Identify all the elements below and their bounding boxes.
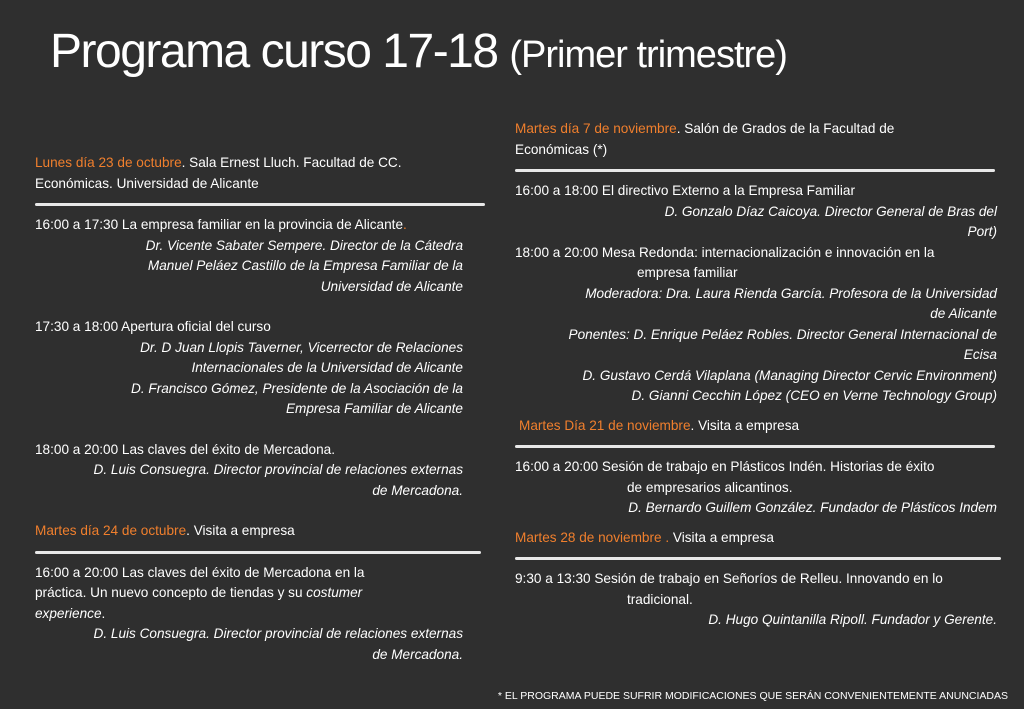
session-title: 18:00 a 20:00 Mesa Redonda: internacionalización e innovación en la [515, 244, 935, 260]
session-title: 18:00 a 20:00 Las claves del éxito de Mercadona. [35, 441, 336, 457]
speaker-line: D. Gianni Cecchin López (CEO en Verne Technology Group) [631, 388, 997, 403]
session-title-cont: de empresarios alicantinos. [627, 479, 793, 495]
session-text: 16:00 a 20:00 Las claves del éxito de Mercadona en la [35, 564, 365, 580]
speaker-line: D. Gustavo Cerdá Vilaplana (Managing Director Cervic Environment) [582, 367, 997, 383]
session-title: 16:00 a 18:00 El directivo Externo a la Empresa Familiar [515, 183, 856, 198]
day1-place-line2: Económicas. Universidad de Alicante [35, 175, 259, 191]
day1-heading [35, 153, 463, 194]
session-title: 16:00 a 20:00 Sesión de trabajo en Plásticos Indén. Historias de éxito [515, 459, 935, 474]
day1-date: Lunes día 23 de octubre [35, 155, 182, 170]
session-title: 9:30 a 13:30 Sesión de trabajo en Señoríos de Relleu. Innovando en lo [515, 571, 943, 586]
session-title: 17:30 a 18:00 Apertura oficial del curso [35, 319, 271, 334]
page-title [50, 24, 787, 79]
speaker-line: Universidad de Alicante [320, 278, 463, 294]
day3-heading [515, 119, 997, 160]
speaker-line: Manuel Peláez Castillo de la Empresa Familiar de la [147, 258, 463, 273]
title-sub: (Primer trimestre) [509, 34, 787, 76]
speaker-line: Ecisa [963, 347, 997, 362]
day3-date: Martes día 7 de noviembre [515, 121, 677, 136]
session-title-cont: empresa familiar [637, 265, 738, 280]
left-column [35, 153, 463, 665]
day2-heading [35, 521, 463, 542]
right-column [515, 119, 997, 631]
session-text: práctica. Un nuevo concepto de tiendas y su costumer [35, 585, 363, 600]
speaker-line: D. Hugo Quintanilla Ripoll. Fundador y Gerente. [708, 612, 997, 627]
speaker-line: D. Luis Consuegra. Director provincial de relaciones externas [93, 626, 463, 641]
day2-date: Martes día 24 de octubre [35, 523, 187, 538]
speaker-line: D. Gonzalo Díaz Caicoya. Director General de Bras del [664, 203, 997, 219]
speaker-line: D. Bernardo Guillem González. Fundador de Plásticos Indem [628, 500, 997, 515]
day2-rest: . Visita a empresa [186, 523, 295, 538]
speaker-line: Internacionales de la Universidad de Alicante [191, 360, 463, 375]
session-title: 16:00 a 17:30 La empresa familiar en la provincia de Alicante. [35, 217, 407, 232]
speaker-line: Empresa Familiar de Alicante [285, 401, 463, 416]
speaker-line: Dr. D Juan Llopis Taverner, Vicerrector de Relaciones [140, 339, 463, 355]
day4-date: Martes Día 21 de noviembre [519, 417, 691, 433]
speaker-line: Ponentes: D. Enrique Peláez Robles. Director General Internacional de [568, 326, 997, 342]
speaker-line: D. Luis Consuegra. Director provincial de relaciones externas [93, 462, 463, 477]
day4-heading [515, 416, 997, 437]
day3-place-line1: . Salón de Grados de la Facultad de [676, 121, 895, 136]
speaker-line: de Mercadona. [372, 482, 463, 498]
footer-note: * EL PROGRAMA PUEDE SUFRIR MODIFICACIONES QUE SERÁN CONVENIENTEMENTE ANUNCIADAS [497, 690, 1008, 702]
speaker-line: Port) [967, 224, 997, 239]
day1-place-line1: . Sala Ernest Lluch. Facultad de CC. [181, 155, 402, 170]
speaker-line: Dr. Vicente Sabater Sempere. Director de la Cátedra [145, 237, 463, 253]
session-title-cont: tradicional. [627, 591, 693, 607]
day5-date: Martes 28 de noviembre . [515, 529, 670, 545]
speaker-line: de Alicante [930, 306, 997, 321]
title-main: Programa curso 17-18 [50, 25, 498, 78]
speaker-line: D. Francisco Gómez, Presidente de la Asociación de la [131, 380, 463, 396]
speaker-line: Moderadora: Dra. Laura Rienda García. Profesora de la Universidad [585, 285, 997, 301]
day3-place-line2: Económicas (*) [515, 141, 608, 157]
session-text: experience. [35, 605, 106, 621]
day5-heading [515, 528, 997, 549]
speaker-line: de Mercadona. [372, 646, 463, 662]
day4-rest: . Visita a empresa [690, 417, 800, 433]
day5-rest: Visita a empresa [669, 529, 774, 545]
